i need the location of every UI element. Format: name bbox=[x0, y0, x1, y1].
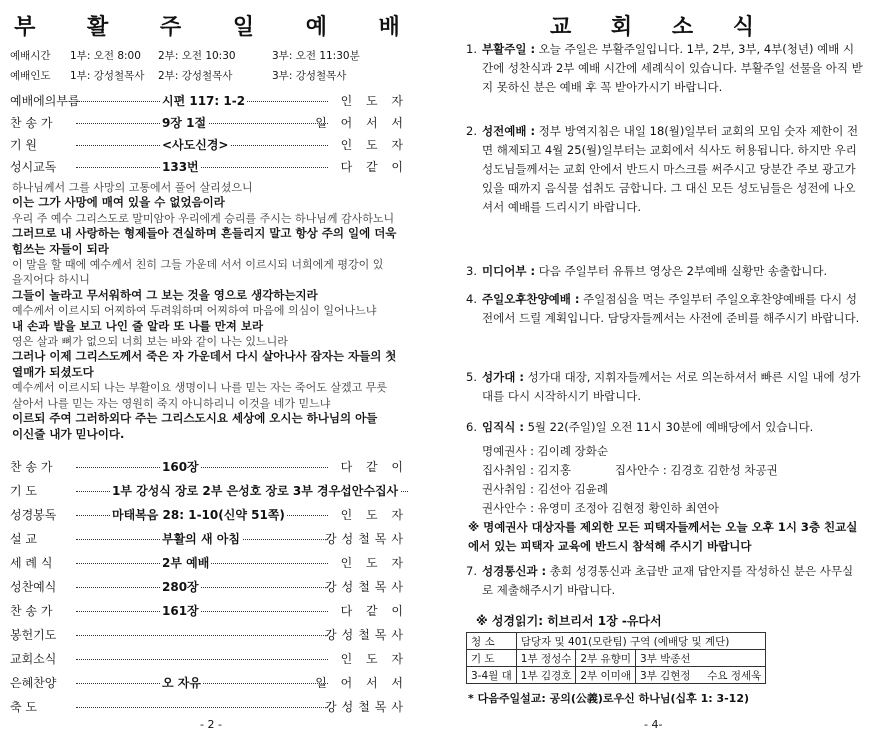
order-item-label: 찬 송 가 bbox=[10, 116, 53, 130]
order-item-content: 부활의 새 아침 bbox=[162, 532, 240, 546]
staff-line: 권사안수 : 유영미 조정아 김현정 황인하 최연아 bbox=[482, 501, 719, 515]
order-item-person: 일 어 서 서 bbox=[315, 676, 408, 690]
order-item-content: 오 자유 bbox=[162, 676, 201, 690]
page-number-right: - 4- bbox=[644, 718, 663, 731]
news-item-heading: 미디어부 : bbox=[482, 264, 536, 278]
schedule-cell: 3부 김현정 수요 정세욱 bbox=[635, 667, 765, 684]
news-item-number: 3. bbox=[466, 264, 477, 278]
order-item-label: 성찬예식 bbox=[10, 580, 57, 594]
order-item-label: 봉헌기도 bbox=[10, 628, 57, 642]
ordination-staff-list bbox=[482, 442, 778, 518]
schedule-cell: 1부 김경호 bbox=[516, 667, 576, 684]
schedule-row bbox=[467, 650, 766, 667]
staff-line: 권사취임 : 김선아 김윤례 bbox=[482, 482, 608, 496]
order-item-content: 1부 강성식 장로 2부 은성호 장로 3부 경우섭안수집사 bbox=[112, 484, 399, 498]
service-leaders-label: 예배인도 bbox=[10, 70, 51, 82]
schedule-row bbox=[467, 667, 766, 684]
schedule-cell: 3부 박종선 bbox=[635, 650, 765, 667]
dotted-leader bbox=[76, 707, 328, 708]
reading-line: 이신줄 내가 믿나이다. bbox=[12, 426, 125, 441]
order-item bbox=[10, 530, 408, 548]
schedule-cell: 청 소 bbox=[467, 633, 517, 650]
order-item-person: 일 어 서 서 bbox=[315, 116, 408, 130]
order-item bbox=[10, 506, 408, 524]
order-item-content: <사도신경> bbox=[162, 138, 229, 152]
order-item bbox=[10, 626, 408, 644]
order-item-content: 160장 bbox=[162, 460, 199, 474]
order-item-person: 인 도 자 bbox=[340, 508, 408, 522]
news-item bbox=[468, 418, 863, 437]
right-page bbox=[448, 0, 872, 737]
order-item-person: 인 도 자 bbox=[340, 556, 408, 570]
order-item-label: 세 례 식 bbox=[10, 556, 53, 570]
order-item-person: 강성철목사 bbox=[325, 628, 408, 642]
dotted-leader bbox=[76, 635, 328, 636]
duty-schedule-table bbox=[466, 632, 766, 684]
next-sermon: * 다음주일설교: 공의(公義)로우신 하나님(십후 1: 3-12) bbox=[468, 692, 750, 705]
service-time-3: 3부: 오전 11:30분 bbox=[272, 50, 360, 62]
reading-line: 이르되 주여 그러하외다 주는 그리스도시요 세상에 오시는 하나님의 아들 bbox=[12, 411, 378, 426]
news-item-number: 5. bbox=[466, 370, 477, 384]
reading-line: 이는 그가 사망에 매여 있을 수 없었음이라 bbox=[12, 195, 225, 210]
order-item bbox=[10, 136, 408, 154]
news-item-text: 성가대 대장, 지휘자들께서는 서로 의논하셔서 빠른 시일 내에 성가대를 다시 시작하시기 바랍니다. bbox=[482, 370, 861, 403]
order-item-person: 강성철목사 bbox=[325, 580, 408, 594]
dotted-leader bbox=[76, 659, 328, 660]
reading-line: 예수께서 이르시되 어찌하여 두려워하며 어찌하여 마음에 의심이 일어나느냐 bbox=[12, 304, 377, 318]
order-item-person: 인 도 자 bbox=[340, 652, 408, 666]
order-item-content: 2부 예배 bbox=[162, 556, 210, 570]
schedule-cell: 기 도 bbox=[467, 650, 517, 667]
staff-line: 명예권사 : 김이례 장화순 bbox=[482, 444, 608, 458]
order-item bbox=[10, 158, 408, 176]
order-item-label: 기 원 bbox=[10, 138, 37, 152]
order-item-content: 9장 1절 bbox=[162, 116, 207, 130]
news-item bbox=[468, 290, 863, 328]
service-title: 부 활 주 일 예 배 bbox=[14, 14, 422, 40]
dotted-leader bbox=[76, 167, 328, 168]
reading-line: 내 손과 발을 보고 나인 줄 알라 또 나를 만져 보라 bbox=[12, 318, 264, 333]
order-item-content: 시편 117: 1-2 bbox=[162, 94, 246, 108]
news-item-heading: 주일오후찬양예배 : bbox=[482, 292, 580, 306]
reading-line: 하나님께서 그를 사망의 고통에서 풀어 살리셨으니 bbox=[12, 181, 253, 194]
reading-line: 힘쓰는 자들이 되라 bbox=[12, 241, 109, 256]
news-title: 교 회 소 식 bbox=[550, 14, 770, 40]
order-item-label: 은혜찬양 bbox=[10, 676, 57, 690]
order-item bbox=[10, 458, 408, 476]
page-number-left: - 2 - bbox=[200, 718, 222, 731]
order-item-content: 280장 bbox=[162, 580, 199, 594]
schedule-cell: 1부 정성수 bbox=[516, 650, 576, 667]
news-item-number: 4. bbox=[466, 292, 477, 306]
service-times-label: 예배시간 bbox=[10, 50, 51, 62]
order-item bbox=[10, 482, 408, 500]
news-item bbox=[468, 122, 863, 217]
reading-line: 영은 살과 뼈가 없으되 너희 보는 바와 같이 나는 있느니라 bbox=[12, 335, 288, 349]
reading-line: 그러나 이제 그리스도께서 죽은 자 가운데서 다시 살아나사 잠자는 자들의 첫 bbox=[12, 349, 397, 364]
order-item-label: 찬 송 가 bbox=[10, 604, 53, 618]
order-item-label: 성시교독 bbox=[10, 160, 57, 174]
news-item-heading: 부활주일 : bbox=[482, 42, 536, 56]
schedule-cell: 담당자 및 401(모란팀) 구역 (예배당 및 계단) bbox=[516, 633, 766, 650]
order-item-label: 성경봉독 bbox=[10, 508, 57, 522]
order-item-label: 찬 송 가 bbox=[10, 460, 53, 474]
reading-line: 열매가 되셨도다 bbox=[12, 364, 94, 379]
ordination-notice: ※ 명예권사 대상자를 제외한 모든 피택자들께서는 오늘 오후 1시 3층 친교실에서 있는 피택자 교육에 반드시 참석해 주시기 바랍니다 bbox=[468, 520, 858, 553]
order-item-person: 다 같 이 bbox=[340, 460, 408, 474]
news-item-text: 다음 주일부터 유튜브 영상은 2부예배 실황만 송출합니다. bbox=[535, 264, 828, 278]
order-item-person: 강성철목사 bbox=[325, 700, 408, 714]
news-item-heading: 성가대 : bbox=[482, 370, 524, 384]
order-item-content: 마태복음 28: 1-10(신약 51쪽) bbox=[112, 508, 285, 522]
reading-line: 그들이 놀라고 무서워하여 그 보는 것을 영으로 생각하는지라 bbox=[12, 287, 318, 302]
order-item bbox=[10, 650, 408, 668]
order-item bbox=[10, 698, 408, 716]
reading-line: 예수께서 이르시되 나는 부활이요 생명이니 나를 믿는 자는 죽어도 살겠고 무릇 bbox=[12, 381, 387, 395]
order-item bbox=[10, 114, 408, 132]
order-item-label: 교회소식 bbox=[10, 652, 57, 666]
schedule-row bbox=[467, 633, 766, 650]
dotted-leader bbox=[76, 587, 328, 588]
schedule-cell: 3-4월 대 bbox=[467, 667, 517, 684]
order-item bbox=[10, 674, 408, 692]
service-time-2: 2부: 오전 10:30 bbox=[158, 50, 236, 62]
reading-line: 그러므로 내 사랑하는 형제들아 견실하며 흔들리지 말고 항상 주의 일에 더욱 bbox=[12, 226, 397, 241]
news-item-heading: 임직식 : bbox=[482, 420, 524, 434]
news-item-number: 1. bbox=[466, 42, 477, 56]
news-item bbox=[468, 368, 863, 406]
staff-line: 집사취임 : 김지홍 집사안수 : 김경호 김한성 차공권 bbox=[482, 463, 778, 477]
reading-line: 이 말을 할 때에 예수께서 친히 그들 가운데 서서 이르시되 너희에게 평강이 있 bbox=[12, 258, 384, 272]
service-time-1: 1부: 오전 8:00 bbox=[70, 50, 141, 62]
order-item-label: 예배에의부름 bbox=[10, 94, 80, 108]
reading-line: 살아서 나를 믿는 자는 영원히 죽지 아니하리니 이것을 네가 믿느냐 bbox=[12, 396, 331, 410]
service-leader-3: 3부: 강성철목사 bbox=[272, 70, 347, 82]
schedule-cell: 2부 유향미 bbox=[576, 650, 636, 667]
news-item-text: 정부 방역지침은 내일 18(월)일부터 교회의 모임 숫자 제한이 전면 해제되고 4월 25(월)일부터는 교회에서 식사도 허용됩니다. 하지만 우리 성도님들께서는 교회 안에서 반드시 마스크를 써주시고 당분간 주보 광고가 있을 때까지 음식물 섭취도 금합니다. 그 대신 모든 성도님들은 성전에 나오셔서 예배를 드리시기 바랍니다. bbox=[482, 124, 859, 214]
dotted-leader bbox=[76, 467, 328, 468]
news-item-text: 주일점심을 먹는 주일부터 주일오후찬양예배를 다시 성전에서 드릴 계획입니다. 담당자들께서는 사전에 준비를 해주시기 바랍니다. bbox=[482, 292, 860, 325]
responsive-reading bbox=[12, 180, 412, 442]
news-item-heading: 성전예배 : bbox=[482, 124, 536, 138]
order-item bbox=[10, 554, 408, 572]
news-item-heading: 성경통신과 : bbox=[482, 564, 547, 578]
bible-reading: ※ 성경읽기: 히브리서 1장 -유다서 bbox=[476, 614, 662, 628]
order-item bbox=[10, 602, 408, 620]
order-item-content: 133번 bbox=[162, 160, 199, 174]
news-item-text: 5월 22(주일)일 오전 11시 30분에 예배당에서 있습니다. bbox=[523, 420, 814, 434]
news-item bbox=[468, 40, 863, 97]
order-item-person: 인 도 자 bbox=[340, 94, 408, 108]
service-leader-1: 1부: 강성철목사 bbox=[70, 70, 145, 82]
reading-line: 을지어다 하시니 bbox=[12, 273, 90, 287]
order-item bbox=[10, 92, 408, 110]
reading-line: 우리 주 예수 그리스도로 말미암아 우리에게 승리를 주시는 하나님께 감사하노니 bbox=[12, 211, 395, 225]
news-item bbox=[468, 262, 863, 281]
order-item-label: 기 도 bbox=[10, 484, 37, 498]
order-item-person: 인 도 자 bbox=[340, 138, 408, 152]
service-leader-2: 2부: 강성철목사 bbox=[158, 70, 233, 82]
schedule-cell: 2부 이미애 bbox=[576, 667, 636, 684]
dotted-leader bbox=[76, 611, 328, 612]
news-item-number: 7. bbox=[466, 564, 477, 578]
news-item-number: 2. bbox=[466, 124, 477, 138]
news-item-text: 오늘 주일은 부활주일입니다. 1부, 2부, 3부, 4부(청년) 예배 시간에 성찬식과 2부 예배 시간에 세례식이 있습니다. 부활주일 선물을 아직 받지 못하신 분은 예배 후 꼭 받아가시기 바랍니다. bbox=[482, 42, 863, 94]
news-item-text: 총회 성경통신과 초급반 교재 답안지를 작성하신 분은 사무실로 제출해주시기 바랍니다. bbox=[482, 564, 854, 597]
order-item bbox=[10, 578, 408, 596]
order-item-label: 축 도 bbox=[10, 700, 37, 714]
order-item-label: 설 교 bbox=[10, 532, 37, 546]
news-item-7 bbox=[468, 562, 863, 600]
order-item-person: 다 같 이 bbox=[340, 604, 408, 618]
order-item-person: 다 같 이 bbox=[340, 160, 408, 174]
order-item-content: 161장 bbox=[162, 604, 199, 618]
news-item-number: 6. bbox=[466, 420, 477, 434]
order-item-person: 강성철목사 bbox=[325, 532, 408, 546]
